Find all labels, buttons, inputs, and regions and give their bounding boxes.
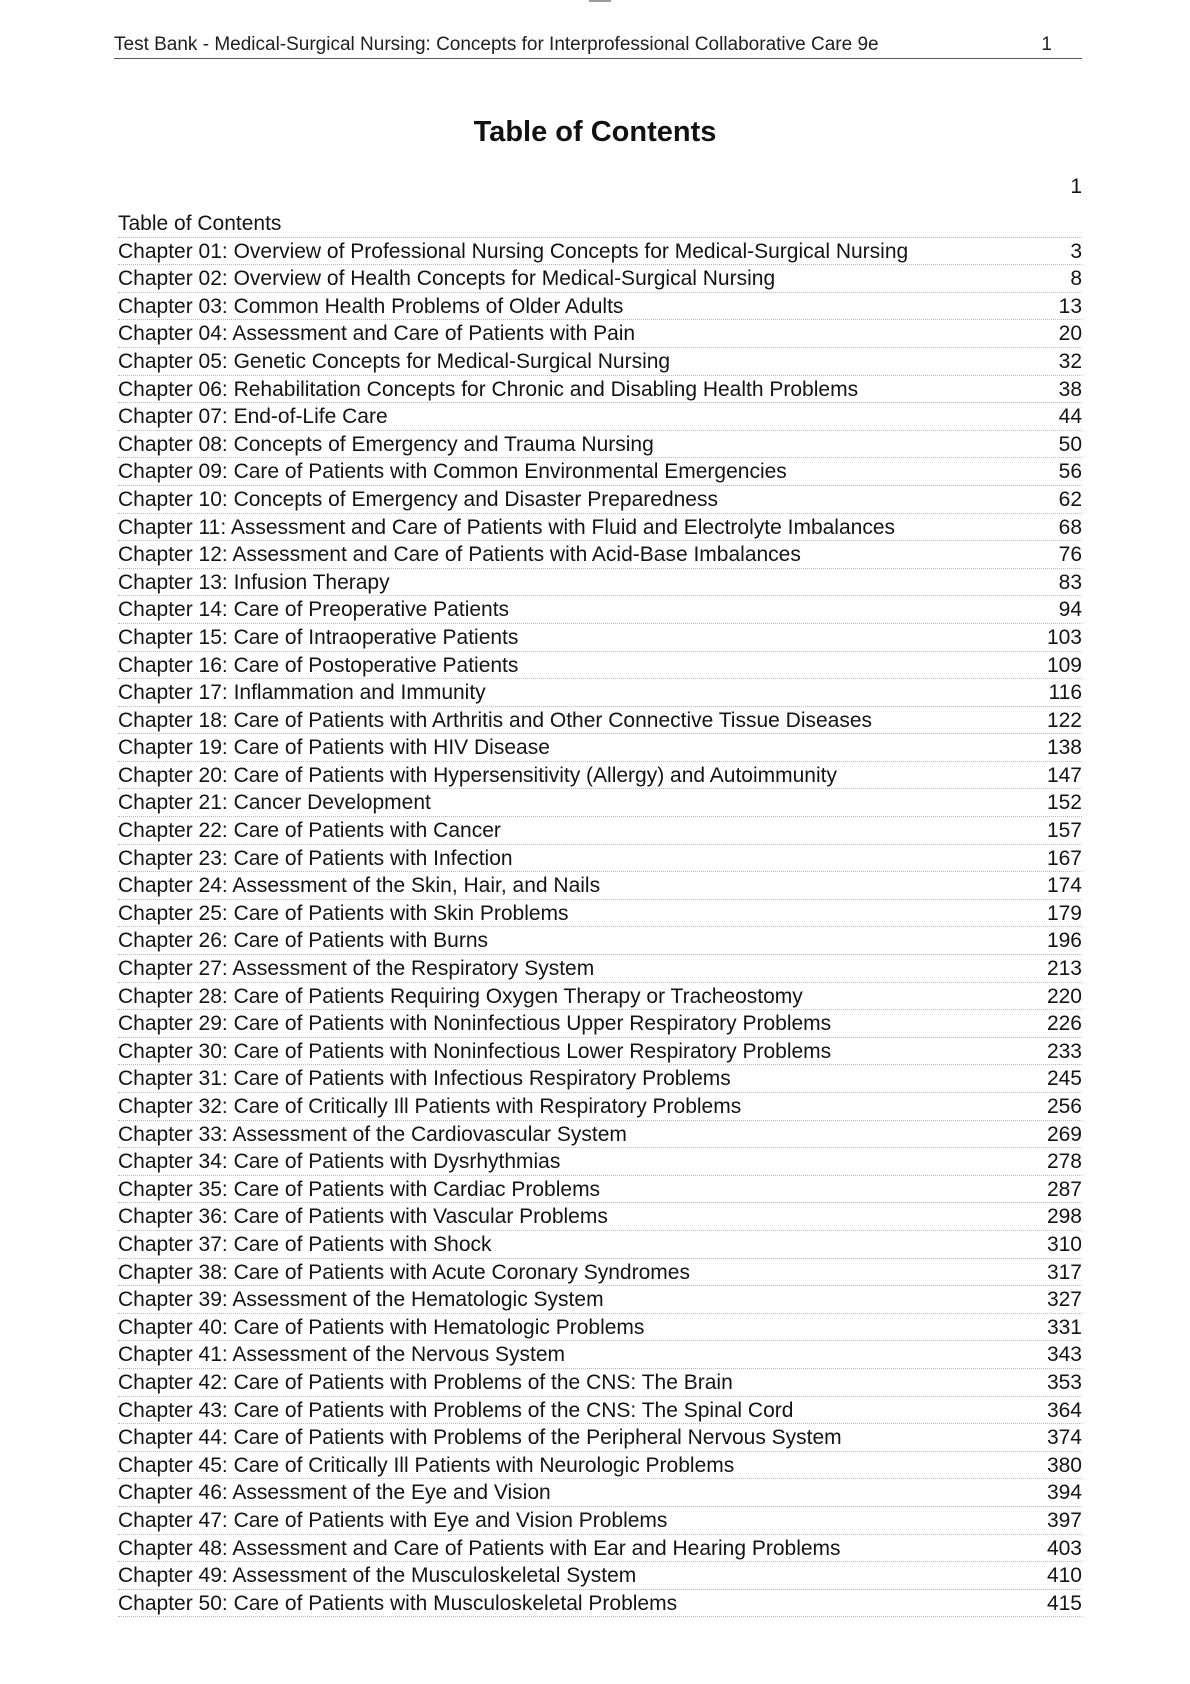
toc-entry-page: 410 bbox=[1046, 1564, 1082, 1588]
toc-entry[interactable] bbox=[118, 1121, 1082, 1149]
toc-entry[interactable] bbox=[118, 707, 1082, 735]
page-top-mark bbox=[589, 0, 611, 2]
toc-entry[interactable] bbox=[118, 1590, 1082, 1618]
page-title: Table of Contents bbox=[473, 116, 717, 148]
toc-entry[interactable] bbox=[118, 1562, 1082, 1590]
toc-entry-title: Chapter 37: Care of Patients with Shock bbox=[118, 1232, 492, 1256]
toc-entry-page: 152 bbox=[1046, 791, 1082, 815]
toc-entry-page: 38 bbox=[1058, 377, 1082, 401]
toc-entry-title: Chapter 47: Care of Patients with Eye and Vision Problems bbox=[118, 1508, 668, 1532]
toc-entry[interactable] bbox=[118, 1203, 1082, 1231]
toc-entry-title: Chapter 02: Overview of Health Concepts for Medical-Surgical Nursing bbox=[118, 267, 776, 291]
toc-entry[interactable] bbox=[118, 983, 1082, 1011]
toc-entry-page: 220 bbox=[1046, 984, 1082, 1008]
toc-entry-title: Chapter 48: Assessment and Care of Patients with Ear and Hearing Problems bbox=[118, 1536, 841, 1560]
toc-entry[interactable] bbox=[118, 872, 1082, 900]
toc-entry-title: Chapter 05: Genetic Concepts for Medical-Surgical Nursing bbox=[118, 349, 671, 373]
toc-entry-page: 20 bbox=[1058, 322, 1082, 346]
toc-entry-page: 138 bbox=[1046, 736, 1082, 760]
toc-entry-page: 374 bbox=[1046, 1426, 1082, 1450]
toc-entry-title: Chapter 12: Assessment and Care of Patients with Acid-Base Imbalances bbox=[118, 543, 801, 567]
toc-entry-title: Chapter 31: Care of Patients with Infectious Respiratory Problems bbox=[118, 1067, 731, 1091]
toc-entry[interactable] bbox=[118, 569, 1082, 597]
toc-entry[interactable] bbox=[118, 1176, 1082, 1204]
toc-entry-title: Chapter 07: End-of-Life Care bbox=[118, 405, 388, 429]
toc-entry-page: 83 bbox=[1058, 570, 1082, 594]
toc-entry-page: 174 bbox=[1046, 874, 1082, 898]
toc-entry-page: 269 bbox=[1046, 1122, 1082, 1146]
toc-entry-page: 3 bbox=[1070, 239, 1082, 263]
toc-entry[interactable] bbox=[118, 1314, 1082, 1342]
toc-entry[interactable] bbox=[118, 1286, 1082, 1314]
toc-entry[interactable] bbox=[118, 789, 1082, 817]
toc-entry-page: 353 bbox=[1046, 1370, 1082, 1394]
toc-entry-page: 44 bbox=[1058, 405, 1082, 429]
toc-entry-page: 32 bbox=[1058, 349, 1082, 373]
toc-entry-page: 298 bbox=[1046, 1205, 1082, 1229]
toc-entry[interactable] bbox=[118, 955, 1082, 983]
toc-entry[interactable] bbox=[118, 1479, 1082, 1507]
toc-entry-page: 50 bbox=[1058, 432, 1082, 456]
toc-entry-page: 310 bbox=[1046, 1232, 1082, 1256]
toc-entry[interactable] bbox=[118, 403, 1082, 431]
toc-entry-title: Chapter 29: Care of Patients with Noninfectious Upper Respiratory Problems bbox=[118, 1012, 832, 1036]
toc-entry-title: Chapter 13: Infusion Therapy bbox=[118, 570, 390, 594]
toc-entry-page: 76 bbox=[1058, 543, 1082, 567]
toc-entry-title: Chapter 04: Assessment and Care of Patients with Pain bbox=[118, 322, 636, 346]
toc-entry-title: Chapter 24: Assessment of the Skin, Hair, and Nails bbox=[118, 874, 601, 898]
toc-entry[interactable] bbox=[118, 376, 1082, 404]
toc-top-page-number: 1 bbox=[1070, 175, 1082, 198]
toc-entry[interactable] bbox=[118, 348, 1082, 376]
toc-entry-page: 13 bbox=[1058, 294, 1082, 318]
toc-entry-page: 317 bbox=[1046, 1260, 1082, 1284]
toc-entry-title: Chapter 39: Assessment of the Hematologic System bbox=[118, 1288, 604, 1312]
toc-entry-title: Chapter 50: Care of Patients with Musculoskeletal Problems bbox=[118, 1591, 678, 1615]
toc-entry[interactable] bbox=[118, 817, 1082, 845]
toc-entry-title: Chapter 03: Common Health Problems of Older Adults bbox=[118, 294, 624, 318]
toc-entry[interactable] bbox=[118, 514, 1082, 542]
toc-entry-page: 103 bbox=[1046, 625, 1082, 649]
toc-entry[interactable] bbox=[118, 1369, 1082, 1397]
toc-entry-page: 8 bbox=[1070, 267, 1082, 291]
toc-entry-title: Chapter 45: Care of Critically Ill Patients with Neurologic Problems bbox=[118, 1453, 735, 1477]
toc-entry-title: Chapter 38: Care of Patients with Acute Coronary Syndromes bbox=[118, 1260, 690, 1284]
toc-entry[interactable] bbox=[118, 1010, 1082, 1038]
toc-entry-page: 157 bbox=[1046, 819, 1082, 843]
toc-entry-page: 278 bbox=[1046, 1150, 1082, 1174]
toc-entry[interactable] bbox=[118, 486, 1082, 514]
toc-entry[interactable] bbox=[118, 238, 1082, 266]
toc-entry-title: Chapter 49: Assessment of the Musculoskeletal System bbox=[118, 1564, 637, 1588]
toc-entry-title: Chapter 15: Care of Intraoperative Patients bbox=[118, 625, 519, 649]
toc-entry-page: 380 bbox=[1046, 1453, 1082, 1477]
toc-entry[interactable] bbox=[118, 1148, 1082, 1176]
toc-entry-page: 397 bbox=[1046, 1508, 1082, 1532]
toc-entry-title: Chapter 01: Overview of Professional Nursing Concepts for Medical-Surgical Nursing bbox=[118, 239, 909, 263]
toc-entry-page: 245 bbox=[1046, 1067, 1082, 1091]
toc-entry-page: 196 bbox=[1046, 929, 1082, 953]
toc-entry-page: 122 bbox=[1046, 708, 1082, 732]
toc-entry-page: 213 bbox=[1046, 957, 1082, 981]
toc-entry-title: Chapter 43: Care of Patients with Problems of the CNS: The Spinal Cord bbox=[118, 1398, 794, 1422]
toc-entry-title: Chapter 18: Care of Patients with Arthritis and Other Connective Tissue Diseases bbox=[118, 708, 873, 732]
toc-entry-page: 233 bbox=[1046, 1039, 1082, 1063]
toc-entry-page: 179 bbox=[1046, 901, 1082, 925]
toc-entry-page: 116 bbox=[1048, 681, 1082, 705]
toc-entry-page: 256 bbox=[1046, 1095, 1082, 1118]
toc-entry-title: Chapter 11: Assessment and Care of Patients with Fluid and Electrolyte Imbalances bbox=[118, 515, 896, 539]
running-title: Test Bank - Medical-Surgical Nursing: Concepts for Interprofessional Collaborative Care 9e bbox=[114, 34, 879, 55]
toc-entry[interactable] bbox=[118, 431, 1082, 459]
toc-entry[interactable] bbox=[118, 458, 1082, 486]
toc-entry-title: Chapter 10: Concepts of Emergency and Disaster Preparedness bbox=[118, 487, 718, 511]
toc-entry-title: Chapter 44: Care of Patients with Problems of the Peripheral Nervous System bbox=[118, 1426, 842, 1450]
toc-entry[interactable] bbox=[118, 900, 1082, 928]
toc-entry-title: Chapter 08: Concepts of Emergency and Trauma Nursing bbox=[118, 432, 654, 456]
toc-entry[interactable] bbox=[118, 927, 1082, 955]
toc-entry-title: Chapter 19: Care of Patients with HIV Disease bbox=[118, 736, 550, 760]
toc-entry-title: Chapter 30: Care of Patients with Noninfectious Lower Respiratory Problems bbox=[118, 1039, 832, 1063]
toc-entry[interactable] bbox=[118, 624, 1082, 652]
toc-entry-page: 403 bbox=[1046, 1536, 1082, 1560]
toc-entry-page: 62 bbox=[1058, 487, 1082, 511]
toc-entry[interactable] bbox=[118, 596, 1082, 624]
toc-entry[interactable] bbox=[118, 845, 1082, 873]
toc-entry-title: Chapter 23: Care of Patients with Infection bbox=[118, 846, 513, 870]
toc-entry[interactable] bbox=[118, 265, 1082, 293]
toc-entry-page: 56 bbox=[1058, 460, 1082, 484]
toc-entry-page: 167 bbox=[1046, 846, 1082, 870]
toc-entry-title: Chapter 14: Care of Preoperative Patients bbox=[118, 598, 510, 622]
toc-entry[interactable] bbox=[118, 1535, 1082, 1563]
toc-entry-title: Chapter 34: Care of Patients with Dysrhythmias bbox=[118, 1150, 561, 1174]
toc-entry[interactable] bbox=[118, 652, 1082, 680]
toc-entry-title: Chapter 35: Care of Patients with Cardiac Problems bbox=[118, 1177, 601, 1201]
toc-entry-title: Chapter 09: Care of Patients with Common Environmental Emergencies bbox=[118, 460, 787, 484]
toc-entry-title: Chapter 33: Assessment of the Cardiovascular System bbox=[118, 1122, 627, 1146]
toc-list bbox=[118, 210, 1082, 1617]
toc-entry[interactable] bbox=[118, 734, 1082, 762]
toc-entry-page: 343 bbox=[1046, 1343, 1082, 1367]
toc-entry[interactable] bbox=[118, 210, 1082, 238]
toc-entry-title: Chapter 06: Rehabilitation Concepts for Chronic and Disabling Health Problems bbox=[118, 377, 859, 401]
toc-entry[interactable] bbox=[118, 1065, 1082, 1093]
toc-entry-title: Chapter 41: Assessment of the Nervous System bbox=[118, 1343, 566, 1367]
toc-entry[interactable] bbox=[118, 293, 1082, 321]
toc-entry[interactable] bbox=[118, 541, 1082, 569]
toc-entry[interactable] bbox=[118, 679, 1082, 707]
toc-entry-page: 226 bbox=[1046, 1012, 1082, 1036]
toc-entry-page: 147 bbox=[1046, 763, 1082, 787]
toc-entry-title: Chapter 16: Care of Postoperative Patients bbox=[118, 653, 519, 677]
toc-entry-page: 327 bbox=[1046, 1288, 1082, 1312]
header-page-number: 1 bbox=[1041, 34, 1052, 55]
toc-entry[interactable] bbox=[118, 320, 1082, 348]
toc-entry-title: Table of Contents bbox=[118, 212, 282, 235]
toc-entry-title: Chapter 26: Care of Patients with Burns bbox=[118, 929, 489, 953]
toc-entry-page: 94 bbox=[1058, 598, 1082, 622]
page-header bbox=[114, 34, 1082, 59]
toc-entry-page: 109 bbox=[1046, 653, 1082, 677]
toc-entry[interactable] bbox=[118, 1507, 1082, 1535]
toc-entry[interactable] bbox=[118, 1231, 1082, 1259]
toc-entry-title: Chapter 22: Care of Patients with Cancer bbox=[118, 819, 501, 843]
toc-entry[interactable] bbox=[118, 1341, 1082, 1369]
toc-entry-title: Chapter 25: Care of Patients with Skin Problems bbox=[118, 901, 569, 925]
toc-entry-title: Chapter 27: Assessment of the Respiratory System bbox=[118, 957, 595, 981]
toc-entry[interactable] bbox=[118, 1038, 1082, 1066]
toc-entry-title: Chapter 21: Cancer Development bbox=[118, 791, 431, 815]
toc-entry[interactable] bbox=[118, 762, 1082, 790]
toc-entry[interactable] bbox=[118, 1259, 1082, 1287]
toc-entry-page: 415 bbox=[1046, 1591, 1082, 1615]
toc-entry-page: 394 bbox=[1046, 1481, 1082, 1505]
toc-entry-page: 331 bbox=[1046, 1315, 1082, 1339]
toc-entry[interactable] bbox=[118, 1093, 1082, 1121]
toc-entry-title: Chapter 32: Care of Critically Ill Patients with Respiratory Problems bbox=[118, 1095, 742, 1118]
toc-entry-title: Chapter 40: Care of Patients with Hematologic Problems bbox=[118, 1315, 645, 1339]
toc-entry-title: Chapter 17: Inflammation and Immunity bbox=[118, 681, 486, 705]
toc-entry-title: Chapter 36: Care of Patients with Vascular Problems bbox=[118, 1205, 608, 1229]
toc-entry-page: 364 bbox=[1046, 1398, 1082, 1422]
toc-entry-page: 287 bbox=[1046, 1177, 1082, 1201]
toc-entry[interactable] bbox=[118, 1397, 1082, 1425]
toc-entry[interactable] bbox=[118, 1452, 1082, 1480]
toc-entry-title: Chapter 20: Care of Patients with Hypersensitivity (Allergy) and Autoimmunity bbox=[118, 763, 837, 787]
toc-entry-title: Chapter 28: Care of Patients Requiring Oxygen Therapy or Tracheostomy bbox=[118, 984, 803, 1008]
toc-entry[interactable] bbox=[118, 1424, 1082, 1452]
toc-entry-page: 68 bbox=[1058, 515, 1082, 539]
toc-entry-title: Chapter 42: Care of Patients with Problems of the CNS: The Brain bbox=[118, 1370, 733, 1394]
toc-entry-title: Chapter 46: Assessment of the Eye and Vision bbox=[118, 1481, 551, 1505]
